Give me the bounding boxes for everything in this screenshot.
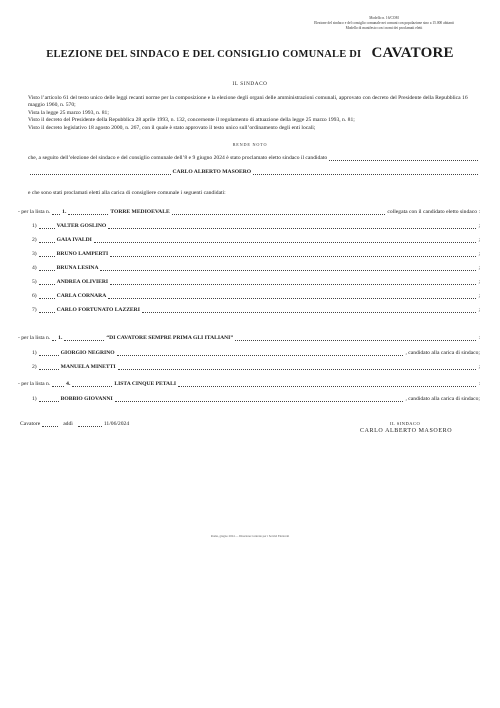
- list-item: [32, 350, 480, 356]
- item-number: 4): [32, 265, 37, 271]
- dotted-fill: [30, 169, 171, 175]
- candidate-name: VALTER GOSLINO: [56, 223, 107, 229]
- dotted-fill: [52, 381, 64, 387]
- dotted-fill: [117, 350, 404, 356]
- colon: :: [478, 335, 480, 341]
- item-number: 1): [32, 350, 37, 356]
- dotted-fill: [68, 209, 108, 215]
- visti-block: [28, 95, 480, 132]
- semicolon: ;: [478, 223, 480, 229]
- dotted-fill: [172, 209, 386, 215]
- proclamation-text: che, a seguito dell’elezione del sindaco e del consiglio comunale dell’8 e 9 giugno 2024 è stato proclamato eletto sindaco il candidato: [28, 155, 328, 161]
- list-name: LISTA CINQUE PETALI: [114, 381, 177, 387]
- dotted-fill: [39, 279, 55, 285]
- list-item: [32, 223, 480, 229]
- dotted-fill: [42, 421, 58, 427]
- dotted-fill: [64, 335, 104, 341]
- dotted-fill: [110, 251, 476, 257]
- dotted-fill: [52, 209, 60, 215]
- dotted-fill: [329, 155, 478, 161]
- list-item: [32, 237, 480, 243]
- model-number: Modello n. 16/COM: [369, 16, 399, 20]
- list-suffix: collegata con il candidato eletto sindaco :: [387, 209, 480, 215]
- dotted-fill: [78, 421, 102, 427]
- list-1-header: [18, 209, 480, 215]
- addi: addì: [63, 421, 73, 427]
- list-prefix: - per la lista n.: [18, 381, 51, 387]
- dotted-fill: [39, 350, 59, 356]
- dotted-fill: [253, 169, 478, 175]
- item-number: 5): [32, 279, 37, 285]
- list-name: TORRE MEDIOEVALE: [110, 209, 170, 215]
- signature-name: CARLO ALBERTO MASOERO: [360, 428, 453, 434]
- place-date: [20, 421, 150, 427]
- candidate-name: MANUELA MINETTI: [60, 364, 116, 370]
- candidate-name: CARLA CORNARA: [56, 293, 107, 299]
- elected-mayor-name: CARLO ALBERTO MASOERO: [172, 169, 252, 175]
- semicolon: ;: [478, 279, 480, 285]
- intro-consiglieri: e che sono stati proclamati eletti alla carica di consigliere comunale i seguenti candidati:: [28, 190, 226, 196]
- dotted-fill: [39, 364, 59, 370]
- signature-block: [360, 421, 480, 434]
- list-item: [32, 265, 480, 271]
- visto-3: Visto il decreto del Presidente della Repubblica 28 aprile 1993, n. 132, concernente il regolamento di attuazione della legge 25 marzo 1993, n. 81;: [28, 117, 355, 124]
- dotted-fill: [142, 307, 477, 313]
- list-item: [32, 251, 480, 257]
- visto-1: Visto l’articolo 61 del testo unico delle leggi recanti norme per la composizione e la elezione degli organi delle amministrazioni comunali, approvato con decreto del Presidente della Repubblica 16 maggio 1960, n. 570;: [28, 95, 468, 109]
- page-title: [0, 44, 500, 62]
- dotted-fill: [178, 381, 476, 387]
- candidate-name: BRUNA LESINA: [56, 265, 99, 271]
- list-item: [32, 364, 480, 370]
- model-header: [284, 16, 484, 31]
- list-item: [32, 396, 480, 402]
- signature-title: IL SINDACO: [390, 421, 421, 426]
- list-item: [32, 307, 480, 313]
- item-number: 2): [32, 364, 37, 370]
- list-name: “DI CAVATORE SEMPRE PRIMA GLI ITALIANI”: [106, 335, 234, 341]
- date: 11/06/2024: [103, 421, 130, 427]
- candidate-name: BOBBIO GIOVANNI: [60, 396, 113, 402]
- dotted-fill: [108, 223, 476, 229]
- mayor-line: [28, 169, 480, 175]
- candidate-name: BRUNO LAMPERTI: [56, 251, 109, 257]
- item-number: 1): [32, 396, 37, 402]
- item-number: 6): [32, 293, 37, 299]
- title-comune: CAVATORE: [371, 45, 454, 61]
- dotted-fill: [39, 293, 55, 299]
- item-number: 7): [32, 307, 37, 313]
- dotted-fill: [108, 293, 476, 299]
- dotted-fill: [110, 279, 476, 285]
- dotted-fill: [94, 237, 477, 243]
- list-item: [32, 279, 480, 285]
- list-3-header: [18, 381, 480, 387]
- candidate-name: GAIA IVALDI: [56, 237, 92, 243]
- place: Cavatore: [20, 421, 41, 427]
- semicolon: ;: [478, 293, 480, 299]
- dotted-fill: [72, 381, 112, 387]
- title-prefix: ELEZIONE DEL SINDACO E DEL CONSIGLIO COMUNALE DI: [46, 49, 362, 60]
- item-number: 2): [32, 237, 37, 243]
- dotted-fill: [100, 265, 476, 271]
- list-number: 1.: [62, 209, 67, 215]
- list-prefix: - per la lista n.: [18, 209, 51, 215]
- semicolon: ;: [478, 307, 480, 313]
- list-prefix: - per la lista n.: [18, 335, 51, 341]
- candidate-suffix: , candidato alla carica di sindaco;: [405, 396, 480, 402]
- dotted-fill: [39, 223, 55, 229]
- dotted-fill: [52, 335, 56, 341]
- model-description: Elezione del sindaco e del consiglio comunale nei comuni con popolazione sino a 15.000 abitanti: [314, 21, 454, 25]
- semicolon: ;: [478, 251, 480, 257]
- list-number: 1.: [58, 335, 63, 341]
- semicolon: ;: [478, 237, 480, 243]
- candidate-name: GIORGIO NEGRINO: [60, 350, 115, 356]
- list-item: [32, 293, 480, 299]
- rende-noto-heading: RENDE NOTO: [232, 142, 268, 147]
- dotted-fill: [235, 335, 476, 341]
- dotted-fill: [39, 265, 55, 271]
- sindaco-heading: IL SINDACO: [232, 81, 268, 87]
- proclamation-line: [28, 155, 480, 161]
- candidate-suffix: , candidato alla carica di sindaco;: [405, 350, 480, 356]
- dotted-fill: [39, 396, 59, 402]
- list-2-header: [18, 335, 480, 341]
- model-subtitle: Modello di manifesto con i nomi dei proclamati eletti: [345, 26, 423, 30]
- candidate-name: ANDREA OLIVIERI: [56, 279, 109, 285]
- candidate-suffix: ;: [478, 364, 480, 370]
- footer-note: Roma, giugno 2024 — Direzione Centrale per i Servizi Elettorali: [210, 534, 290, 538]
- visto-4: Visto il decreto legislativo 18 agosto 2000, n. 267, con il quale è stato approvato il testo unico sull’ordinamento degli enti locali;: [28, 124, 316, 131]
- item-number: 3): [32, 251, 37, 257]
- dotted-fill: [39, 237, 55, 243]
- dotted-fill: [115, 396, 404, 402]
- dotted-fill: [118, 364, 477, 370]
- semicolon: ;: [478, 265, 480, 271]
- candidate-name: CARLO FORTUNATO LAZZERI: [56, 307, 140, 313]
- dotted-fill: [39, 251, 55, 257]
- list-number: 4.: [66, 381, 71, 387]
- dotted-fill: [39, 307, 55, 313]
- colon: :: [478, 381, 480, 387]
- item-number: 1): [32, 223, 37, 229]
- visto-2: Vista la legge 25 marzo 1993, n. 81;: [28, 109, 109, 116]
